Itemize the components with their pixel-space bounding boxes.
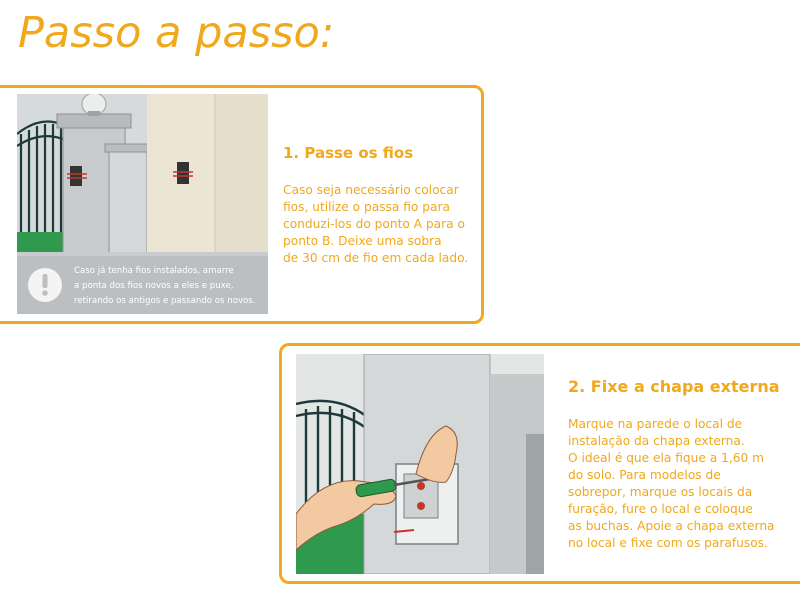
step-2-title: 2. Fixe a chapa externa [568, 377, 780, 396]
exclamation-icon [43, 274, 48, 288]
step-1-title: 1. Passe os fios [283, 144, 414, 162]
step-2-illustration [296, 354, 544, 574]
step-1-text: Caso seja necessário colocar fios, utilize o passa fio para conduzi-los do ponto A para o ponto B. Deixe uma sobra de 30 cm de fio em cada lado. [283, 183, 469, 265]
page-title: Passo a passo: [18, 8, 335, 58]
step-2-text: Marque na parede o local de instalação da chapa externa. O ideal é que ela fique a 1,60 m do solo. Para modelos de sobrepor, marque os locais da furação, fure o local e coloque as buchas. Apoie a chapa externa no local e fixe com os parafusos. [568, 417, 775, 550]
step-1-warning-text: Caso já tenha fios instalados, amarre a ponta dos fios novos a eles e puxe, retirando os antigos e passando os novos. [74, 266, 256, 306]
